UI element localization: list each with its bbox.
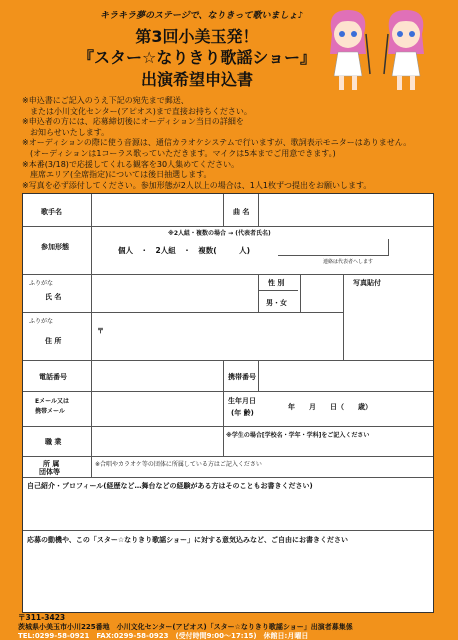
column-divider — [91, 426, 92, 477]
participation-label: 参加形態 — [41, 243, 69, 251]
motive-field[interactable] — [25, 546, 431, 610]
phone-label: 電話番号 — [39, 373, 67, 381]
application-form — [22, 193, 434, 613]
phone-field[interactable] — [93, 362, 221, 389]
contact-representative-note: 連絡は代表者へします — [323, 259, 374, 265]
row-divider — [23, 530, 433, 531]
birth-label: 生年月日 — [228, 397, 256, 405]
name-field[interactable] — [93, 276, 256, 310]
note-line: (オーディションは1コーラス歌っていただきます。マイクは5本までご用意できます。) — [22, 148, 336, 158]
address-field[interactable] — [93, 314, 341, 358]
row-divider — [23, 312, 343, 313]
footer-address: 茨城県小美玉市小川225番地 小川文化センター(アピオス)「スター☆なりきり歌謡ショー」出演者募集係 — [18, 623, 353, 631]
gender-label: 性 別 — [268, 279, 285, 287]
name-label: 氏 名 — [45, 293, 62, 301]
title-line-1: 第3回小美玉発！ — [135, 27, 259, 46]
row-divider — [23, 226, 433, 227]
occupation-field[interactable] — [93, 428, 221, 454]
note-line: 座席エリア(全席指定)については後日抽選します。 — [22, 170, 212, 180]
tagline: キラキラ夢のステージで、なりきって歌いましょ♪ — [100, 11, 304, 21]
footer-contact: TEL:0299-58-0921 FAX:0299-58-0923 (受付時間9:00〜17:15) 休館日:月曜日 — [18, 632, 309, 640]
row-divider — [23, 426, 433, 427]
email-label: Eメール又は — [35, 398, 69, 405]
birth-fields[interactable]: 年 月 日（ 歳） — [288, 403, 372, 411]
age-label: (年 齢) — [231, 409, 254, 417]
footer-postal: 〒311-3423 — [18, 613, 66, 622]
student-note: ※学生の場合[学校名・学年・学科]をご記入ください — [226, 432, 370, 439]
column-divider — [223, 360, 224, 391]
title-line-2: 『スター☆なりきり歌謡ショー』 — [77, 48, 317, 67]
singer-name-field[interactable] — [93, 196, 221, 224]
email-field[interactable] — [93, 393, 221, 424]
representative-name-field[interactable] — [278, 239, 389, 256]
row-divider — [23, 391, 433, 392]
column-divider — [258, 194, 259, 226]
affiliation-label: 所 属 — [43, 460, 60, 468]
column-divider — [258, 274, 259, 312]
column-divider — [258, 360, 259, 391]
motive-label: 応募の動機や、この「スター☆なりきり歌謡ショー」に対する意気込みなど、ご自由にお書きください — [27, 536, 348, 544]
gender-options[interactable]: 男・女 — [266, 299, 287, 307]
postal-mark: 〒 — [97, 327, 104, 335]
song-title-label: 曲 名 — [233, 208, 250, 216]
column-divider — [223, 391, 224, 456]
photo-label: 写真貼付 — [353, 279, 381, 287]
photo-area[interactable] — [345, 290, 431, 358]
song-title-field[interactable] — [261, 196, 431, 224]
column-divider — [343, 274, 344, 360]
note-line: ※本番(3/18)で応援してくれる観客を30人集めてください。 — [22, 159, 240, 169]
idol-illustration-right — [380, 4, 432, 94]
affiliation-note: ※合唱やカラオケ等の団体に所属している方はご記入ください — [95, 461, 262, 468]
address-label: 住 所 — [45, 337, 62, 345]
mobile-field[interactable] — [261, 362, 431, 389]
row-divider — [23, 456, 433, 457]
title-line-3: 出演希望申込書 — [140, 70, 253, 89]
participation-options[interactable]: 個人 ・ 2人組 ・ 複数( 人) — [118, 246, 251, 255]
profile-field[interactable] — [25, 492, 431, 528]
column-divider — [223, 194, 224, 226]
note-line: ※オーディションの際に使う音源は、通信カラオケシステムで行いますが、歌詞表示モニターはありません。 — [22, 138, 412, 148]
row-divider — [258, 290, 298, 291]
mobile-label: 携帯番号 — [228, 373, 256, 381]
profile-label: 自己紹介・プロフィール(経歴など…舞台などの経験がある方はそのこともお書きください) — [27, 482, 313, 490]
group-representative-note: ※2人組・複数の場合 → (代表者氏名) — [168, 230, 271, 237]
notes — [22, 96, 454, 191]
mobile-mail-label: 携帯メール — [35, 408, 65, 415]
note-line: ※申込者の方には、応募締切後にオーディション当日の詳細を — [22, 117, 244, 127]
singer-name-label: 歌手名 — [41, 208, 62, 216]
occupation-label: 職 業 — [45, 438, 62, 446]
note-line: ※写真を必ず添付してください。参加形態が2人以上の場合は、1人1枚ずつ提出をお願いします。 — [22, 180, 372, 190]
furigana-label: ふりがな — [29, 318, 54, 325]
row-divider — [23, 360, 433, 361]
note-line: または小川文化センター(アピオス)まで直接お持ちください。 — [22, 106, 252, 116]
row-divider — [23, 477, 433, 478]
furigana-label: ふりがな — [29, 280, 54, 287]
group-label: 団体等 — [39, 468, 60, 476]
row-divider — [23, 274, 433, 275]
note-line: ※申込書にご記入のうえ下記の宛先まで郵送、 — [22, 96, 189, 105]
note-line: お知らせいたします。 — [22, 127, 110, 137]
column-divider — [300, 274, 301, 312]
